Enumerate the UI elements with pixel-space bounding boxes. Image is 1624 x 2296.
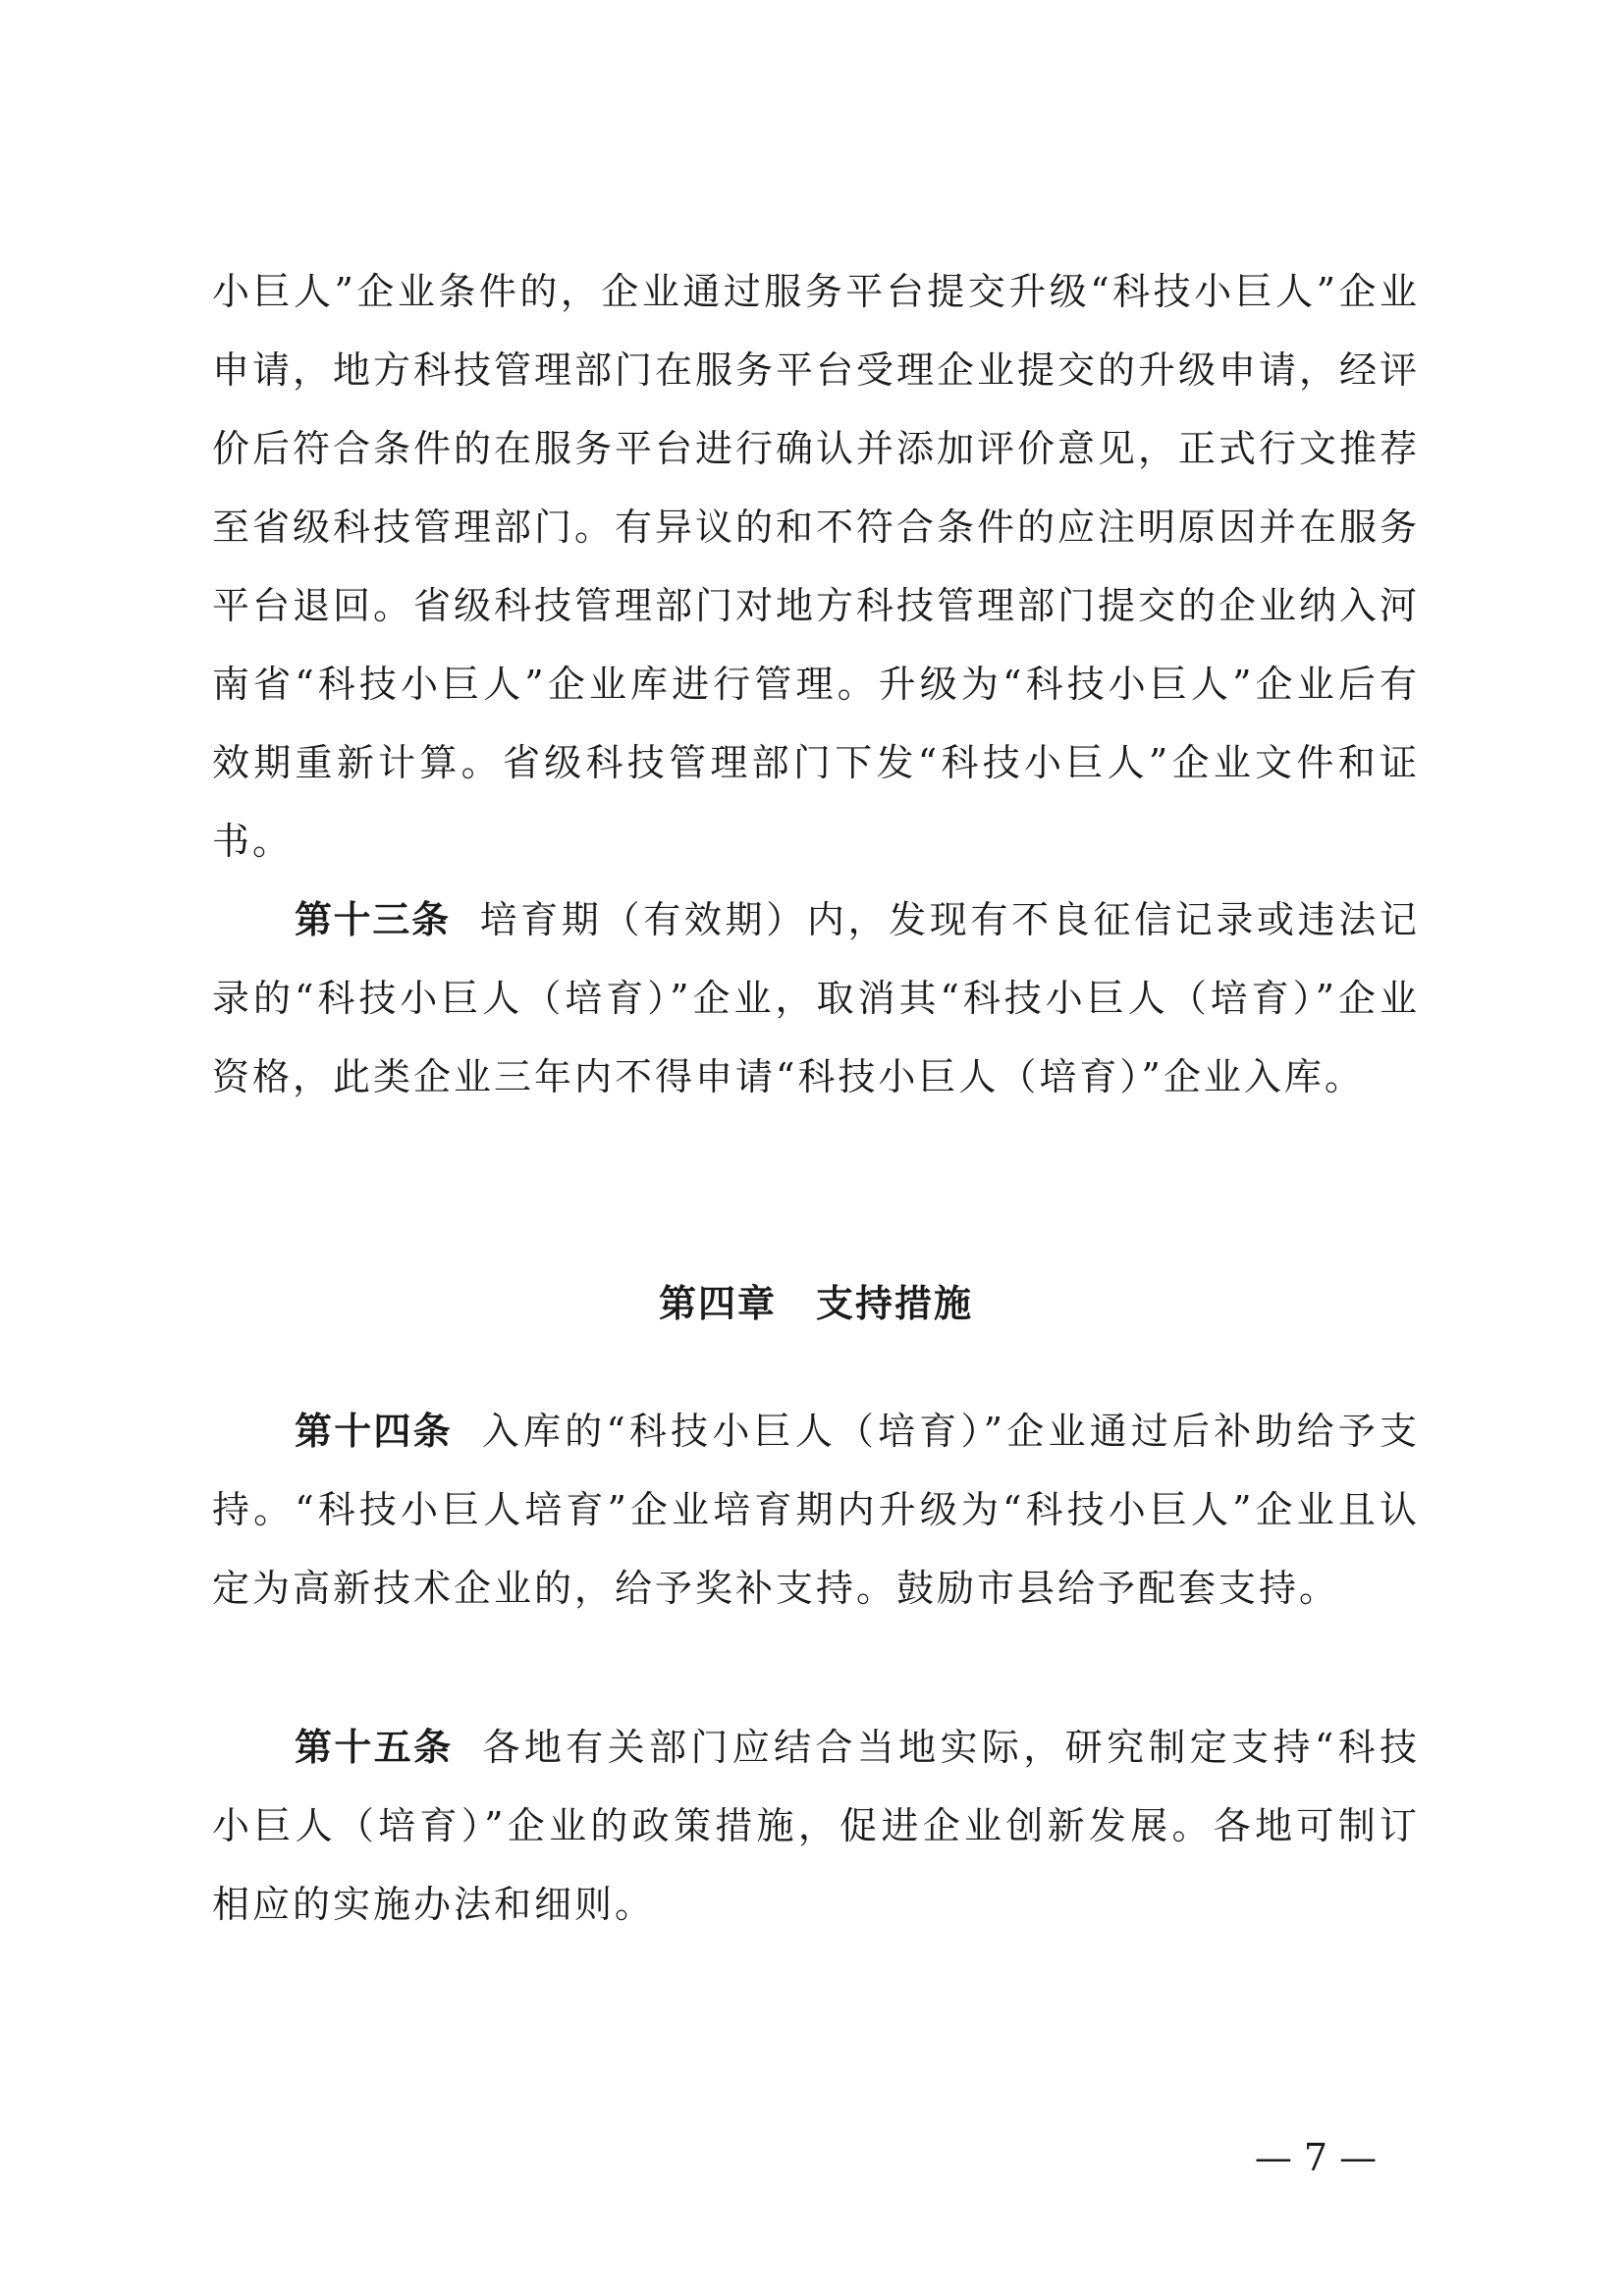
article-13-text: 培育期（有效期）内，发现有不良征信记录或违法记录的“科技小巨人（培育）”企业，取消其“科技小巨人（培育）”企业资格，此类企业三年内不得申请“科技小巨人（培育）”企业入库。	[212, 898, 1420, 1098]
article-15	[212, 1708, 1420, 1944]
continued-paragraph: 小巨人”企业条件的，企业通过服务平台提交升级“科技小巨人”企业申请，地方科技管理部门在服务平台受理企业提交的升级申请，经评价后符合条件的在服务平台进行确认并添加评价意见，正式行文推荐至省级科技管理部门。有异议的和不符合条件的应注明原因并在服务平台退回。省级科技管理部门对地方科技管理部门提交的企业纳入河南省“科技小巨人”企业库进行管理。升级为“科技小巨人”企业后有效期重新计算。省级科技管理部门下发“科技小巨人”企业文件和证书。	[212, 270, 1421, 863]
page-number: — 7 —	[1254, 2136, 1378, 2179]
article-15-label: 第十五条	[295, 1726, 454, 1769]
article-15-text: 各地有关部门应结合当地实际，研究制定支持“科技小巨人（培育）”企业的政策措施，促进企业创新发展。各地可制订相应的实施办法和细则。	[212, 1726, 1420, 1926]
article-13	[212, 881, 1420, 1116]
article-14-label: 第十四条	[295, 1410, 453, 1453]
article-14-text: 入库的“科技小巨人（培育）”企业通过后补助给予支持。“科技小巨人培育”企业培育期内升级为“科技小巨人”企业且认定为高新技术企业的，给予奖补支持。鼓励市县给予配套支持。	[212, 1410, 1420, 1610]
chapter-title: 第四章 支持措施	[658, 1282, 973, 1325]
article-14	[212, 1392, 1420, 1628]
article-13-label: 第十三条	[295, 898, 451, 941]
